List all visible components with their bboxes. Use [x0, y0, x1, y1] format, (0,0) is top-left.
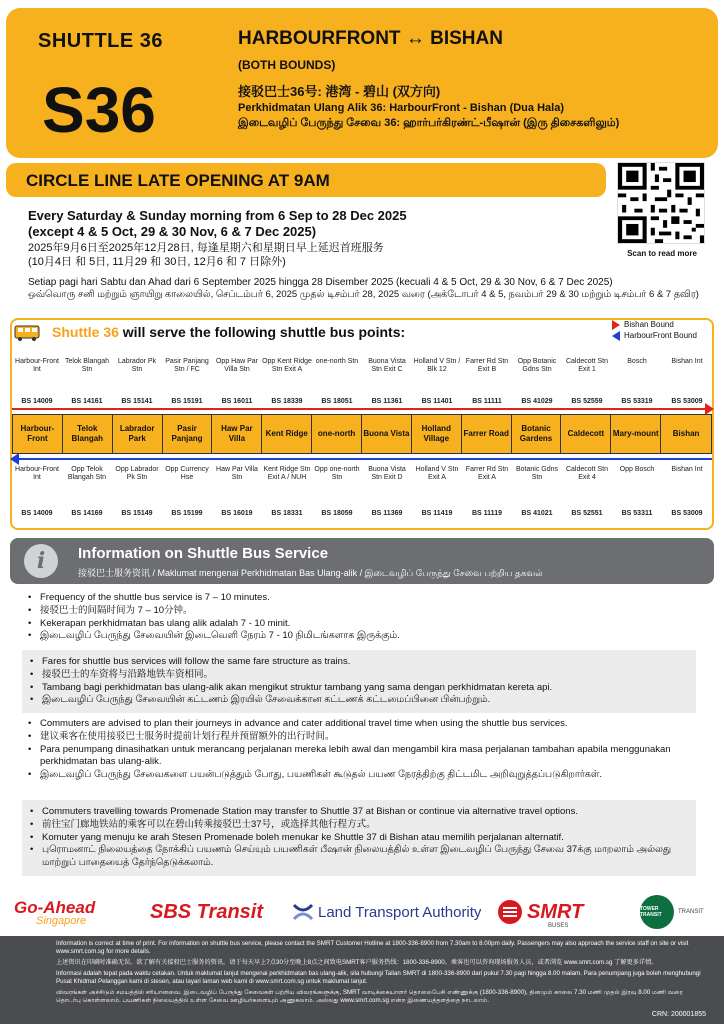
info-planning	[28, 718, 696, 782]
bus-stop	[412, 466, 462, 518]
info-bullet: • Kekerapan perkhidmatan bas ulang alik adalah 7 - 10 minit.	[28, 618, 696, 631]
bus-stop-code: BS 15191	[171, 397, 203, 405]
harbourfront-bound-stops	[12, 466, 712, 518]
bus-stop	[62, 466, 112, 518]
bus-stop-name: Pasir Panjang Stn / FC	[165, 358, 209, 374]
bus-stop-code: BS 11369	[371, 509, 403, 517]
mrt-station: Bishan	[672, 429, 700, 439]
go-ahead-logo	[14, 890, 95, 934]
dates-tamil: ஒவ்வொரு சனி மற்றும் ஞாயிறு காலையில், செப்டம்பர் 6, 2025 முதல் டிசம்பர் 28, 2025 வரை (அக்டோபர் 4 & 5, நவம்பர் 29 & 30 மற்றும் டிசம்பர் 6 & 7 தவிர)	[28, 289, 699, 301]
dates-malay: Setiap pagi hari Sabtu dan Ahad dari 6 September 2025 hingga 28 Disember 2025 (kecuali 4 & 5 Oct, 29 & 30 Nov, 6 & 7 Dec 2025)	[28, 277, 613, 289]
bus-stop	[462, 358, 512, 406]
tower-transit-logo	[640, 890, 704, 934]
bus-stop-code: BS 53009	[671, 397, 703, 405]
bus-stop	[12, 466, 62, 518]
legend-harbourfront-bound	[612, 330, 697, 341]
footer-disclaimer	[0, 936, 724, 1024]
route-title-block	[238, 28, 708, 131]
bus-stop-code: BS 11419	[421, 509, 453, 517]
mrt-station: Labrador Park	[113, 415, 163, 453]
info-bullet: • இடைவழிப் பேருந்து சேவையின் இடைவெளி நேரம் 7 - 10 நிமிடங்களாக இருக்கும்.	[28, 630, 696, 643]
bishan-bound-stops	[12, 358, 712, 406]
sbs-transit-logo: SBS Transit	[150, 900, 263, 923]
bus-stop-code: BS 11401	[421, 397, 453, 405]
mrt-station: Caldecott	[561, 415, 611, 453]
bus-stop-name: Bishan Int	[671, 358, 703, 365]
bus-stop-code: BS 16019	[221, 509, 253, 517]
go-ahead-logo-main: Go-Ahead	[14, 897, 96, 917]
lta-logo	[292, 890, 481, 934]
bus-stop-code: BS 11361	[371, 397, 403, 405]
bus-stop-name: Botanic Gdns Stn	[515, 466, 559, 482]
shuttle-points-heading-text: will serve the following shuttle bus points:	[118, 324, 406, 340]
operator-logos	[0, 890, 724, 934]
bus-stop-code: BS 16011	[221, 397, 253, 405]
bus-stop-name: one-north Stn	[315, 358, 359, 365]
bus-stop-name: Haw Par Villa Stn	[216, 466, 258, 482]
bus-stop-name: Labrador Pk Stn	[117, 358, 157, 374]
info-subtitle: 接驳巴士服务资讯 / Maklumat mengenai Perkhidmatan Bas Ulang-alik / இடைவழிப் பேருந்து சேவை பற்றிய தகவல்	[78, 568, 543, 578]
bus-stop-name: Opp Kent Ridge Stn Exit A	[262, 358, 312, 374]
go-ahead-logo-sub: Singapore	[36, 914, 87, 927]
bus-stop	[412, 358, 462, 406]
bus-stop	[362, 466, 412, 518]
bus-stop-code: BS 41021	[521, 509, 553, 517]
direction-legend	[612, 319, 697, 341]
info-bullet: • இடைவழிப் பேருந்து சேவையின் கட்டணம் இரயில் சேவைக்கான கட்டணக் கட்டமைப்பினை பின்பற்றும்.	[30, 694, 688, 707]
bus-stop-name: Holland V Stn / Blk 12	[413, 358, 461, 374]
bus-stop-name: Buona Vista Stn Exit C	[368, 358, 406, 374]
bus-stop-name: Kent Ridge Stn Exit A / NUH	[263, 466, 311, 482]
info-bullet: • 前往宝门廊地铁站的乘客可以在碧山转乘接驳巴士37号，或选择其他行程方式。	[30, 819, 688, 832]
bus-stop-name: Buona Vista Stn Exit D	[368, 466, 406, 482]
footer-english: Information is correct at time of print. For information on shuttle bus service, please contact the SMRT Customer Hotline at 1800-336-8900 from 7.30am to 8.00pm daily. Passengers may also approach the service staff on site or visit www.smrt.com.sg for more details.	[56, 940, 689, 955]
route-title-chinese: 接驳巴士36号: 港湾 - 碧山 (双方向)	[238, 84, 441, 99]
notice-banner	[6, 163, 606, 197]
bus-stop	[262, 466, 312, 518]
crn-number: CRN: 200001855	[651, 1011, 706, 1019]
bus-stop	[62, 358, 112, 406]
dates-english-line1: Every Saturday & Sunday morning from 6 Sep to 28 Dec 2025	[28, 208, 407, 223]
info-header	[10, 538, 714, 584]
bus-stop	[662, 466, 712, 518]
bus-stop-code: BS 53319	[621, 397, 653, 405]
route-header	[6, 8, 718, 158]
bus-stop-name: Caldecott Stn Exit 4	[565, 466, 609, 482]
mrt-station: Buona Vista	[362, 415, 412, 453]
bus-stop	[512, 358, 562, 406]
route-code: S36	[42, 74, 156, 146]
bus-stop-name: Bishan Int	[671, 466, 703, 473]
bus-stop	[612, 358, 662, 406]
bus-stop-code: BS 53311	[621, 509, 653, 517]
legend-harbourfront-label: HarbourFront Bound	[624, 331, 697, 340]
smrt-emblem-icon	[497, 899, 523, 925]
bus-stop-name: Opp Telok Blangah Stn	[67, 466, 107, 482]
bishan-bound-arrow	[12, 408, 712, 410]
smrt-logo	[497, 890, 583, 934]
info-frequency	[28, 592, 696, 643]
info-fares	[22, 650, 696, 713]
bus-stop-code: BS 41029	[521, 397, 553, 405]
info-bullet: • Frequency of the shuttle bus service is 7 – 10 minutes.	[28, 592, 696, 605]
bus-stop-name: Opp Haw Par Villa Stn	[215, 358, 259, 374]
info-bullet: • இடைவழிப் பேருந்து சேவைகளை பயன்படுத்தும் போது, பயணிகள் கூடுதல் பயண நேரத்திற்கு திட்டமிட அறிவுறுத்தப்படுகிறார்கள்.	[28, 769, 696, 782]
info-icon: i	[24, 544, 58, 578]
mrt-station: Farrer Road	[462, 415, 512, 453]
mrt-station: Harbour-Front	[13, 415, 63, 453]
bus-stop-code: BS 15199	[171, 509, 203, 517]
smrt-logo-sub: BUSES	[548, 923, 569, 929]
bus-stop	[562, 466, 612, 518]
route-id-block	[6, 8, 228, 158]
bus-stop-name: Caldecott Stn Exit 1	[565, 358, 609, 374]
bus-stop-code: BS 18331	[271, 509, 303, 517]
mrt-station: Mary-mount	[611, 415, 661, 453]
mrt-station: Kent Ridge	[262, 415, 312, 453]
bus-stop	[312, 358, 362, 406]
mrt-station: Pasir Panjang	[163, 415, 213, 453]
mrt-station: Botanic Gardens	[512, 415, 562, 453]
bus-stop	[212, 358, 262, 406]
bus-stop-name: Opp Bosch	[619, 466, 655, 473]
bus-stop-code: BS 15149	[121, 509, 153, 517]
route-title-tamil: இடைவழிப் பேருந்து சேவை 36: ஹார்பர்கிரண்ட்-பீஷான் (இரு திசைகளிலும்)	[238, 117, 620, 129]
shuttle-points-heading	[52, 324, 405, 340]
qr-code[interactable]	[617, 162, 705, 244]
bus-stop-code: BS 14009	[21, 509, 53, 517]
bus-stop	[462, 466, 512, 518]
bus-stop	[312, 466, 362, 518]
route-title-malay: Perkhidmatan Ulang Alik 36: HarbourFront - Bishan (Dua Hala)	[238, 102, 564, 114]
info-bullet: • 接驳巴士的车资将与沿路地铁车资相同。	[30, 669, 688, 682]
mrt-station: Holland Village	[412, 415, 462, 453]
tower-transit-side-text: TRANSIT	[678, 909, 704, 915]
dates-chinese-line2: (10月4日 和 5日, 11月29 和 30日, 12月6 和 7 日除外)	[28, 256, 286, 269]
bus-stop	[512, 466, 562, 518]
bus-stop	[362, 358, 412, 406]
bus-stop-name: Farrer Rd Stn Exit A	[465, 466, 509, 482]
info-bullet: • 建议乘客在使用接驳巴士服务时提前计划行程并预留额外的出行时间。	[28, 731, 696, 744]
blue-arrow-icon	[612, 331, 620, 341]
qr-caption: Scan to read more	[627, 249, 697, 258]
legend-bishan-bound	[612, 319, 697, 330]
bus-stop-code: BS 52559	[571, 397, 603, 405]
bus-stop	[262, 358, 312, 406]
info-bullet: • Para penumpang dinasihatkan untuk merancang perjalanan mereka lebih awal dan mengambil kira masa perjalanan tambahan apabila menggunakan perkhidmatan bas ulang-alik.	[28, 744, 696, 770]
footer-tamil: விவரங்கள் அச்சிடும் சமயத்தில் சரியானவை. இடைவழிப் பேருந்து சேவைகள் பற்றிய விவரங்களுக்கு, SMRT வாடிக்கையாளர் தொலைபேசி எண்ணுக்கு (1800-336-8900), தினமும் காலை 7.30 மணி முதல் இரவு 8.00 மணி வரை தொடர்பு கொள்ளலாம். பயணிகள் நிலையத்தில் உள்ள சேவை ஊழியர்களையும் அணுகலாம். அல்லது www.smrt.com.sg என்ற இணையத்தளத்தை நாடலாம்.	[56, 988, 683, 1004]
bus-stop-code: BS 15141	[121, 397, 153, 405]
lta-logo-text: Land Transport Authority	[318, 903, 482, 921]
shuttle-label: SHUTTLE 36	[38, 30, 164, 52]
mrt-station-strip	[12, 414, 712, 454]
notice-title: CIRCLE LINE LATE OPENING AT 9AM	[26, 171, 330, 190]
bus-stop	[212, 466, 262, 518]
info-bullet: • Fares for shuttle bus services will follow the same fare structure as trains.	[30, 656, 688, 669]
footer-chinese: 上述资讯在印刷时准确无误。欲了解有关接驳巴士服务的资讯，请于每天早上7点30分至晚上8点之间致电SMRT客户服务热线：1800-336-8900。乘客也可以咨询现场服务人员，或者浏览 www.smrt.com.sg 了解更多详情。	[56, 958, 658, 966]
red-arrow-icon	[612, 320, 620, 330]
bus-stop-name: Opp Labrador Pk Stn	[115, 466, 159, 482]
tower-transit-emblem: TOWER TRANSIT	[640, 895, 674, 929]
bus-stop-code: BS 52551	[571, 509, 603, 517]
info-title: Information on Shuttle Bus Service	[78, 545, 329, 562]
bus-stop	[612, 466, 662, 518]
legend-bishan-label: Bishan Bound	[624, 320, 674, 329]
info-bullet: • புரொமனாட் நிலையத்தை நோக்கிப் பயணம் செய்யும் பயணிகள் பீஷான் நிலையத்தில் உள்ள இடைவழிப் பேருந்து சேவை 37க்கு மாறலாம் அல்லது மாற்றுப் பாதையைத் தேர்ந்தெடுக்கலாம்.	[30, 844, 688, 870]
bus-stop-name: Opp Botanic Gdns Stn	[517, 358, 557, 374]
bus-stop	[12, 358, 62, 406]
bus-stop-name: Harbour-Front Int	[15, 466, 59, 482]
bus-stop	[662, 358, 712, 406]
harbourfront-bound-arrow	[12, 458, 712, 460]
route-subtitle: (BOTH BOUNDS)	[238, 58, 336, 72]
bus-stop-code: BS 14009	[21, 397, 53, 405]
bus-stop-code: BS 14169	[71, 509, 103, 517]
route-title: HARBOURFRONT ↔ BISHAN	[238, 28, 503, 49]
bus-icon	[14, 325, 40, 341]
dates-english-line2: (except 4 & 5 Oct, 29 & 30 Nov, 6 & 7 Dec 2025)	[28, 224, 317, 240]
bus-stop-code: BS 14161	[71, 397, 103, 405]
bus-stop-name: Farrer Rd Stn Exit B	[465, 358, 509, 374]
bus-stop	[562, 358, 612, 406]
mrt-station: Haw Par Villa	[212, 415, 262, 453]
smrt-logo-text: SMRT	[527, 900, 584, 923]
bus-stop-code: BS 18339	[271, 397, 303, 405]
bus-stop-name: Opp one-north Stn	[314, 466, 360, 482]
bus-stop-code: BS 11119	[472, 509, 502, 517]
bus-stop-code: BS 53009	[671, 509, 703, 517]
bus-stop-name: Holland V Stn Exit A	[415, 466, 459, 482]
bus-stop-code: BS 18059	[321, 509, 353, 517]
bus-stop-code: BS 11111	[472, 397, 502, 405]
bus-stop	[162, 358, 212, 406]
info-bullet: • Commuters are advised to plan their journeys in advance and cater additional travel time when using the shuttle bus services.	[28, 718, 696, 731]
bus-stop-name: Opp Currency Hse	[165, 466, 209, 482]
bus-stop-name: Harbour-Front Int	[15, 358, 59, 374]
bus-stop	[112, 466, 162, 518]
info-bullet: • Komuter yang menuju ke arah Stesen Promenade boleh menukar ke Shuttle 37 di Bishan atau memilih perjalanan alternatif.	[30, 832, 688, 845]
bus-stop-code: BS 18051	[321, 397, 353, 405]
lta-emblem-icon	[292, 901, 314, 923]
bus-stop	[112, 358, 162, 406]
bus-stop-name: Bosch	[627, 358, 647, 365]
bus-stop-name: Telok Blangah Stn	[65, 358, 109, 374]
shuttle-name-highlight: Shuttle 36	[52, 324, 119, 340]
info-bullet: • Commuters travelling towards Promenade Station may transfer to Shuttle 37 at Bishan or continue via alternative travel options.	[30, 806, 688, 819]
info-bullet: • 接驳巴士的间隔时间为 7 – 10分钟。	[28, 605, 696, 618]
mrt-station: one-north	[312, 415, 362, 453]
mrt-station: Telok Blangah	[63, 415, 113, 453]
info-transfer	[22, 800, 696, 876]
footer-malay: Informasi adalah tepat pada waktu cetakan. Untuk maklumat lanjut mengenai perkhidmatan bas ulang-alik, sila hubungi Talian SMRT di 1800-336-8900 dari pukul 7.30 pagi hingga 8.00 malam. Para penumpang juga boleh menghubungi Pusat Khidmat Pelanggan kami di stesen, atau layari laman web kami di www.smrt.com.sg untuk maklumat lanjut.	[56, 969, 701, 985]
info-bullet: • Tambang bagi perkhidmatan bas ulang-alik akan mengikut struktur tambang yang sama dengan perkhidmatan kereta api.	[30, 682, 688, 695]
bus-stop	[162, 466, 212, 518]
dates-chinese-line1: 2025年9月6日至2025年12月28日, 每逢星期六和星期日早上延迟首班服务	[28, 241, 384, 254]
